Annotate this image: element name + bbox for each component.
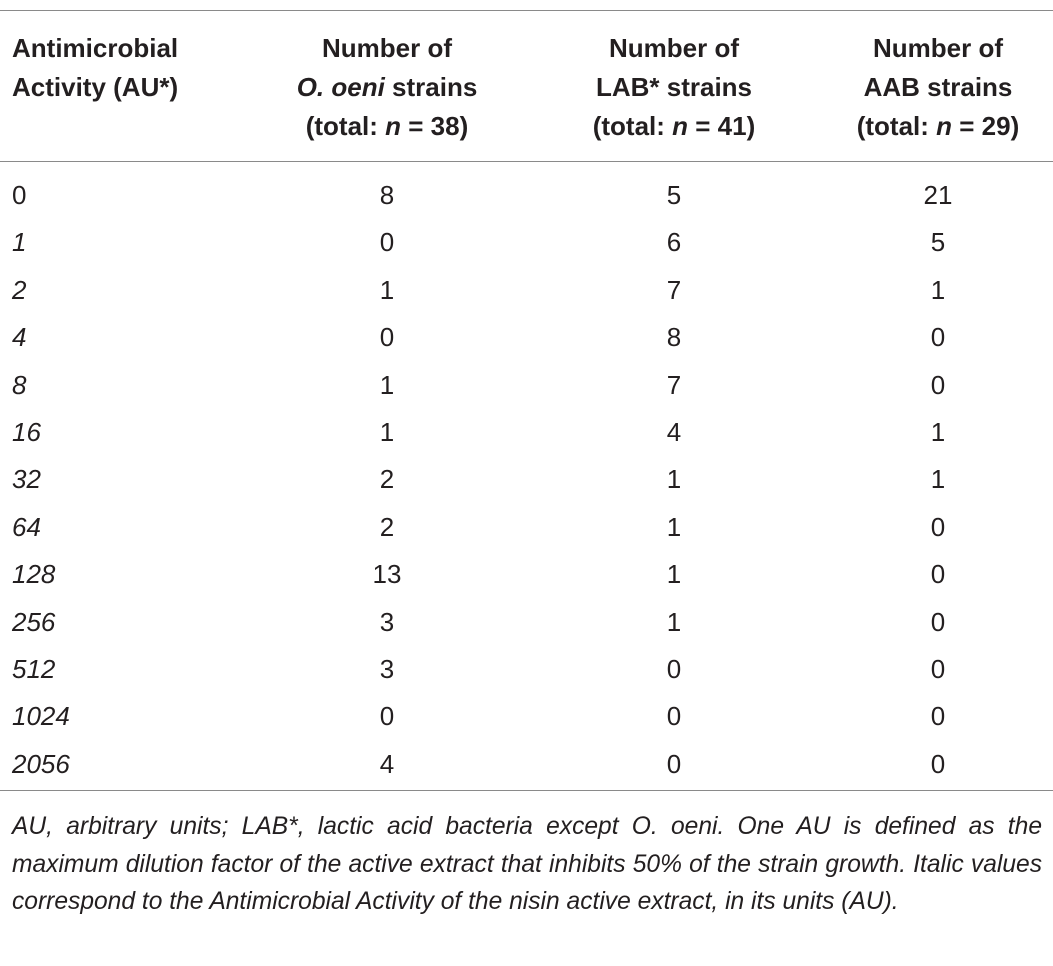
cell-lab: 4 [666,416,682,447]
cell-lab: 0 [666,653,682,684]
footer-rule [0,790,1053,791]
cell-activity: 8 [12,369,27,400]
cell-aab: 1 [930,464,946,495]
cell-lab: 1 [666,464,682,495]
cell-o-oeni: 4 [379,748,395,779]
cell-aab: 0 [930,748,946,779]
cell-lab: 5 [666,180,682,210]
cell-o-oeni: 2 [379,464,395,495]
cell-o-oeni: 1 [379,274,395,305]
table-row [0,267,1053,314]
cell-activity: 1 [12,227,27,258]
table-row [0,646,1053,693]
cell-o-oeni: 1 [379,416,395,447]
cell-lab: 6 [666,227,682,258]
table-row [0,219,1053,266]
cell-aab: 5 [930,227,946,258]
cell-activity: 0 [12,180,27,210]
cell-activity: 512 [12,653,56,684]
header-lab-strains: Number of LAB* strains (total: n = 41) [592,33,756,141]
cell-aab: 1 [930,416,946,447]
cell-o-oeni: 0 [379,322,395,353]
table-row [0,456,1053,503]
cell-activity: 2 [12,274,27,305]
cell-activity: 1024 [12,701,70,732]
cell-o-oeni: 2 [379,511,395,542]
cell-aab: 0 [930,653,946,684]
cell-aab: 0 [930,369,946,400]
cell-activity: 128 [12,559,56,590]
cell-lab: 0 [666,701,682,732]
table-row [0,504,1053,551]
table-footnote: AU, arbitrary units; LAB*, lactic acid bacteria except O. oeni. One AU is defined as the maximum dilution factor of the active extract that inhibits 50% of the strain growth. Italic values correspond to the Antimicrobial Activity of the nisin active extract, in its units (AU). [12,813,1042,915]
cell-aab: 21 [923,180,953,210]
cell-lab: 1 [666,559,682,590]
cell-aab: 0 [930,511,946,542]
header-aab-strains: Number of AAB strains (total: n = 29) [856,33,1020,141]
header-rule [0,161,1053,162]
table-row [0,362,1053,409]
cell-lab: 8 [666,322,682,353]
cell-aab: 0 [930,559,946,590]
cell-aab: 0 [930,322,946,353]
cell-o-oeni: 0 [379,701,395,732]
table-row [0,409,1053,456]
cell-o-oeni: 3 [379,606,395,637]
cell-aab: 0 [930,701,946,732]
cell-o-oeni: 0 [379,227,395,258]
cell-activity: 4 [12,322,27,353]
cell-activity: 2056 [12,748,70,779]
cell-activity: 32 [12,464,41,495]
cell-lab: 0 [666,748,682,779]
table-row [0,599,1053,646]
table-row [0,172,1053,219]
cell-activity: 256 [12,606,56,637]
table-body [0,172,1053,788]
cell-o-oeni: 8 [379,180,395,210]
cell-lab: 7 [666,274,682,305]
top-rule [0,10,1053,11]
cell-lab: 1 [666,606,682,637]
cell-lab: 7 [666,369,682,400]
cell-aab: 0 [930,606,946,637]
cell-lab: 1 [666,511,682,542]
table-header [0,29,1053,149]
cell-o-oeni: 13 [372,559,402,590]
header-antimicrobial-activity: Antimicrobial Activity (AU*) [12,33,179,102]
cell-activity: 16 [12,416,41,447]
cell-o-oeni: 3 [379,653,395,684]
header-o-oeni-strains: Number of O. oeni strains (total: n = 38) [296,33,478,141]
cell-aab: 1 [930,274,946,305]
table-row [0,314,1053,361]
table-row [0,551,1053,598]
table-row [0,741,1053,788]
table-row [0,693,1053,740]
cell-o-oeni: 1 [379,369,395,400]
cell-activity: 64 [12,511,41,542]
